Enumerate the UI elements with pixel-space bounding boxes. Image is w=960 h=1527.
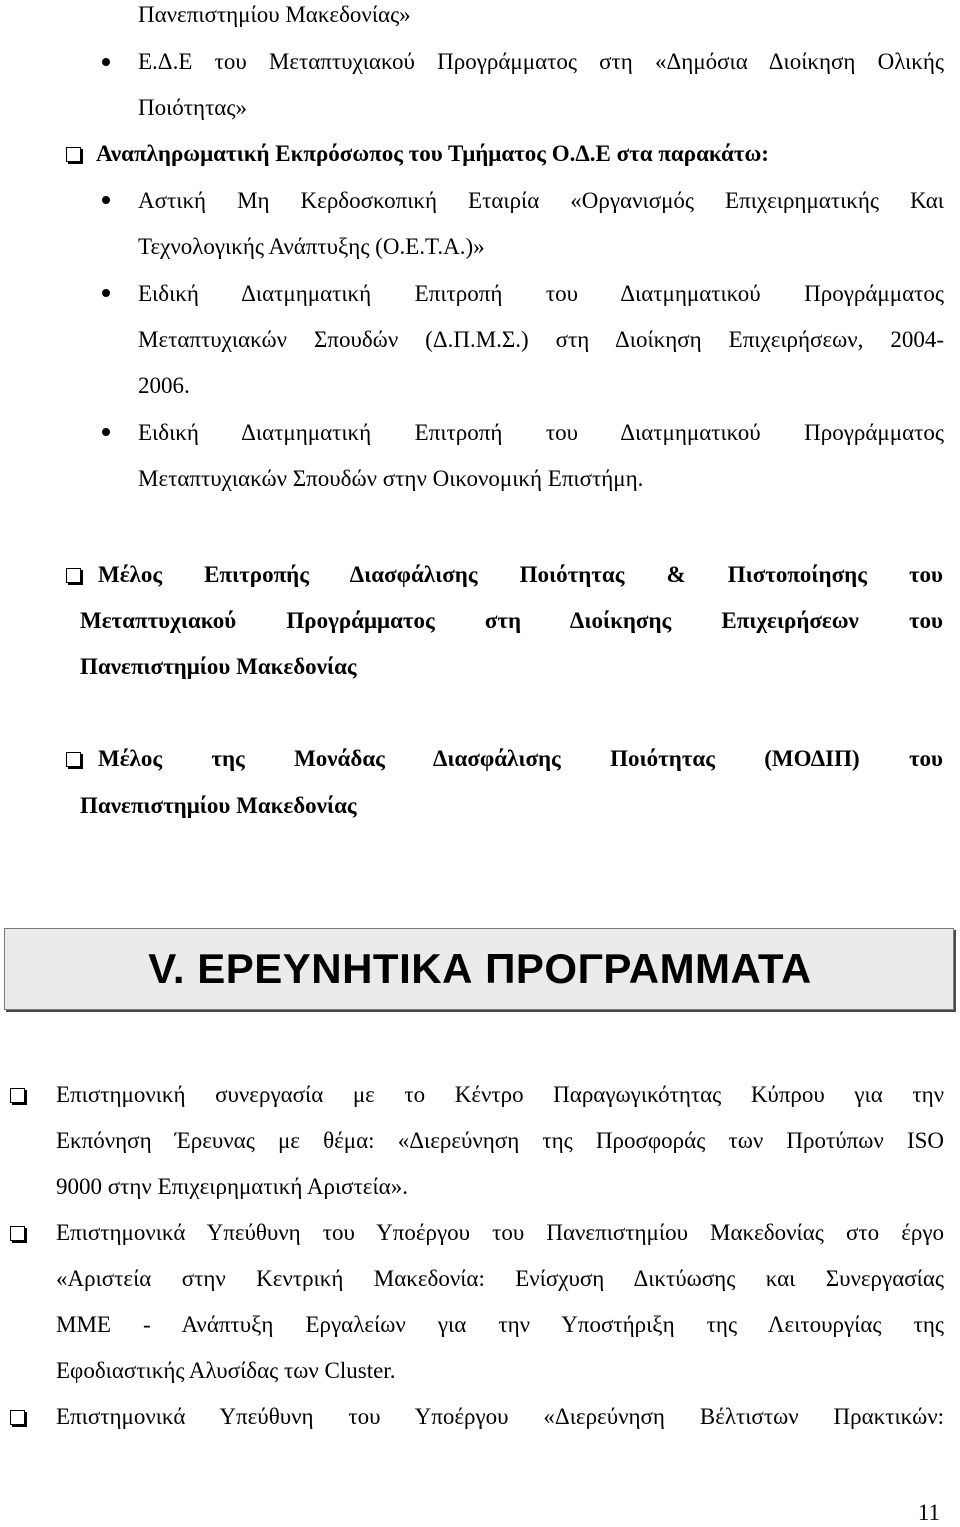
research-item-2-line1: Επιστημονικά Υπεύθυνη του Υποέργου του Πανεπιστημίου Μακεδονίας στο έργο	[56, 1220, 944, 1245]
research-item-2-line4: Εφοδιαστικής Αλυσίδας των Cluster.	[56, 1358, 396, 1383]
qa-committee-line1: Μέλος Επιτροπής Διασφάλισης Ποιότητας & Πιστοποίησης του	[98, 562, 943, 587]
list-item-ee-line1: Ε.Δ.Ε του Μεταπτυχιακού Προγράμματος στη «Δημόσια Διοίκηση Ολικής	[138, 49, 944, 74]
substitute-item-1-line2: Τεχνολογικής Ανάπτυξης (Ο.Ε.Τ.Α.)»	[138, 234, 485, 259]
bullet-icon	[102, 58, 110, 66]
substitute-item-3-line1: Ειδική Διατμηματική Επιτροπή του Διατμηματικού Προγράμματος	[138, 420, 944, 445]
checkbox-bullet-icon	[10, 1226, 25, 1241]
modip-line2: Πανεπιστημίου Μακεδονίας	[80, 793, 357, 818]
bullet-icon	[102, 428, 110, 436]
checkbox-bullet-icon	[66, 568, 81, 583]
qa-committee-line3: Πανεπιστημίου Μακεδονίας	[80, 654, 357, 679]
research-item-1-line1: Επιστημονική συνεργασία με το Κέντρο Παραγωγικότητας Κύπρου για την	[56, 1082, 944, 1107]
checkbox-bullet-icon	[10, 1088, 25, 1103]
bullet-icon	[102, 289, 110, 297]
research-item-1-line3: 9000 στην Επιχειρηματική Αριστεία».	[56, 1174, 408, 1199]
checkbox-bullet-icon	[66, 752, 81, 767]
substitute-item-3-line2: Μεταπτυχιακών Σπουδών στην Οικονομική Επιστήμη.	[138, 466, 644, 491]
page-number: 11	[917, 1500, 940, 1525]
checkbox-bullet-icon	[10, 1410, 25, 1425]
modip-line1: Μέλος της Μονάδας Διασφάλισης Ποιότητας (ΜΟΔΙΠ) του	[98, 746, 943, 771]
substitute-item-1-line1: Αστική Μη Κερδοσκοπική Εταιρία «Οργανισμός Επιχειρηματικής Και	[138, 188, 944, 213]
section-header-box	[4, 928, 954, 1010]
research-item-1-line2: Εκπόνηση Έρευνας με θέμα: «Διερεύνηση της Προσφοράς των Προτύπων ISO	[56, 1128, 944, 1153]
research-item-2-line2: «Αριστεία στην Κεντρική Μακεδονία: Ενίσχυση Δικτύωσης και Συνεργασίας	[56, 1266, 944, 1291]
substitute-item-2-line1: Ειδική Διατμηματική Επιτροπή του Διατμηματικού Προγράμματος	[138, 281, 944, 306]
section-title: V. ΕΡΕΥΝΗΤΙΚΑ ΠΡΟΓΡΑΜΜΑΤΑ	[148, 945, 812, 992]
substitute-item-2-line2: Μεταπτυχιακών Σπουδών (Δ.Π.Μ.Σ.) στη Διοίκηση Επιχειρήσεων, 2004-	[138, 327, 944, 352]
research-item-3-line1: Επιστημονικά Υπεύθυνη του Υποέργου «Διερεύνηση Βέλτιστων Πρακτικών:	[56, 1404, 944, 1429]
list-item-ee-line2: Ποιότητας»	[138, 95, 247, 120]
bullet-icon	[102, 196, 110, 204]
research-item-2-line3: ΜΜΕ - Ανάπτυξη Εργαλείων για την Υποστήριξη της Λειτουργίας της	[56, 1312, 944, 1337]
substitute-item-2-line3: 2006.	[138, 373, 190, 398]
qa-committee-line2: Μεταπτυχιακού Προγράμματος στη Διοίκησης Επιχειρήσεων του	[80, 608, 943, 633]
checkbox-bullet-icon	[66, 147, 81, 162]
substitute-rep-heading: Αναπληρωματική Εκπρόσωπος του Τμήματος Ο.Δ.Ε στα παρακάτω:	[96, 141, 769, 166]
list-continuation-text: Πανεπιστημίου Μακεδονίας»	[138, 2, 411, 27]
